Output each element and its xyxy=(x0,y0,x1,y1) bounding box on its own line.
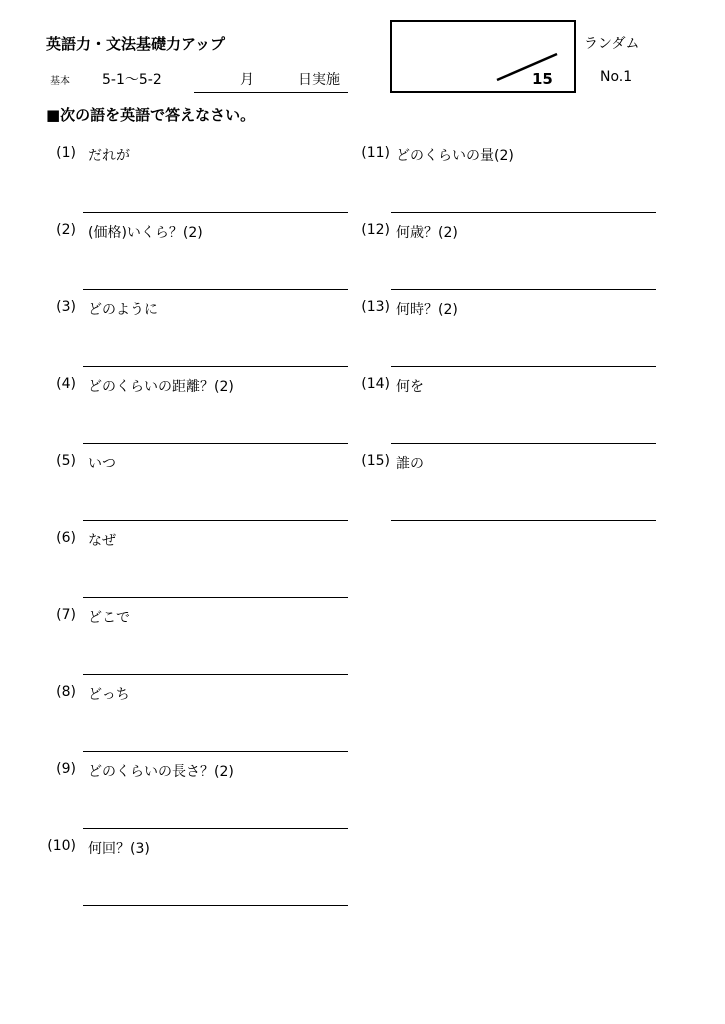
question-number: (14) xyxy=(361,376,390,392)
answer-line[interactable] xyxy=(83,520,348,521)
instruction: ■次の語を英語で答えなさい。 xyxy=(46,106,256,124)
answer-line[interactable] xyxy=(83,212,348,213)
question-text: (価格)いくら？(2) xyxy=(88,225,203,241)
question-number: (9) xyxy=(56,761,76,777)
question-text: 何回？(3) xyxy=(88,841,150,857)
question-text: どっち xyxy=(88,687,130,703)
worksheet-title: 英語力・文法基礎力アップ xyxy=(46,35,225,53)
answer-line[interactable] xyxy=(391,443,656,444)
question-text: 何歳？(2) xyxy=(396,225,458,241)
month-label: 月 xyxy=(240,72,254,88)
unit-range: 5-1～5-2 xyxy=(102,72,162,88)
answer-line[interactable] xyxy=(83,751,348,752)
date-label: 日実施 xyxy=(298,72,340,88)
question-number: (10) xyxy=(47,838,76,854)
question-number: (7) xyxy=(56,607,76,623)
question-number: (1) xyxy=(56,145,76,161)
question-text: だれが xyxy=(88,148,130,164)
answer-line[interactable] xyxy=(83,443,348,444)
date-underline xyxy=(194,92,348,93)
level-label: 基本 xyxy=(50,76,70,87)
question-text: 何時？(2) xyxy=(396,302,458,318)
question-text: 何を xyxy=(396,379,424,395)
answer-line[interactable] xyxy=(83,366,348,367)
answer-line[interactable] xyxy=(83,674,348,675)
mode-label: ランダム xyxy=(584,36,640,52)
question-number: (5) xyxy=(56,453,76,469)
answer-line[interactable] xyxy=(391,212,656,213)
question-number: (15) xyxy=(361,453,390,469)
question-number: (4) xyxy=(56,376,76,392)
answer-line[interactable] xyxy=(83,289,348,290)
answer-line[interactable] xyxy=(391,520,656,521)
answer-line[interactable] xyxy=(83,828,348,829)
answer-line[interactable] xyxy=(391,366,656,367)
answer-line[interactable] xyxy=(83,905,348,906)
question-text: どのくらいの量(2) xyxy=(396,148,514,164)
sheet-number: No.1 xyxy=(600,69,633,85)
question-number: (8) xyxy=(56,684,76,700)
answer-line[interactable] xyxy=(83,597,348,598)
question-number: (6) xyxy=(56,530,76,546)
score-box[interactable] xyxy=(390,20,576,93)
question-number: (11) xyxy=(361,145,390,161)
question-text: なぜ xyxy=(88,533,116,549)
question-text: どのくらいの距離？(2) xyxy=(88,379,234,395)
score-max: 15 xyxy=(532,70,553,88)
question-text: どのように xyxy=(88,302,158,318)
question-text: どこで xyxy=(88,610,130,626)
question-number: (2) xyxy=(56,222,76,238)
question-number: (3) xyxy=(56,299,76,315)
answer-line[interactable] xyxy=(391,289,656,290)
question-text: どのくらいの長さ？(2) xyxy=(88,764,234,780)
question-text: 誰の xyxy=(396,456,424,472)
question-number: (12) xyxy=(361,222,390,238)
question-number: (13) xyxy=(361,299,390,315)
question-text: いつ xyxy=(88,456,116,472)
